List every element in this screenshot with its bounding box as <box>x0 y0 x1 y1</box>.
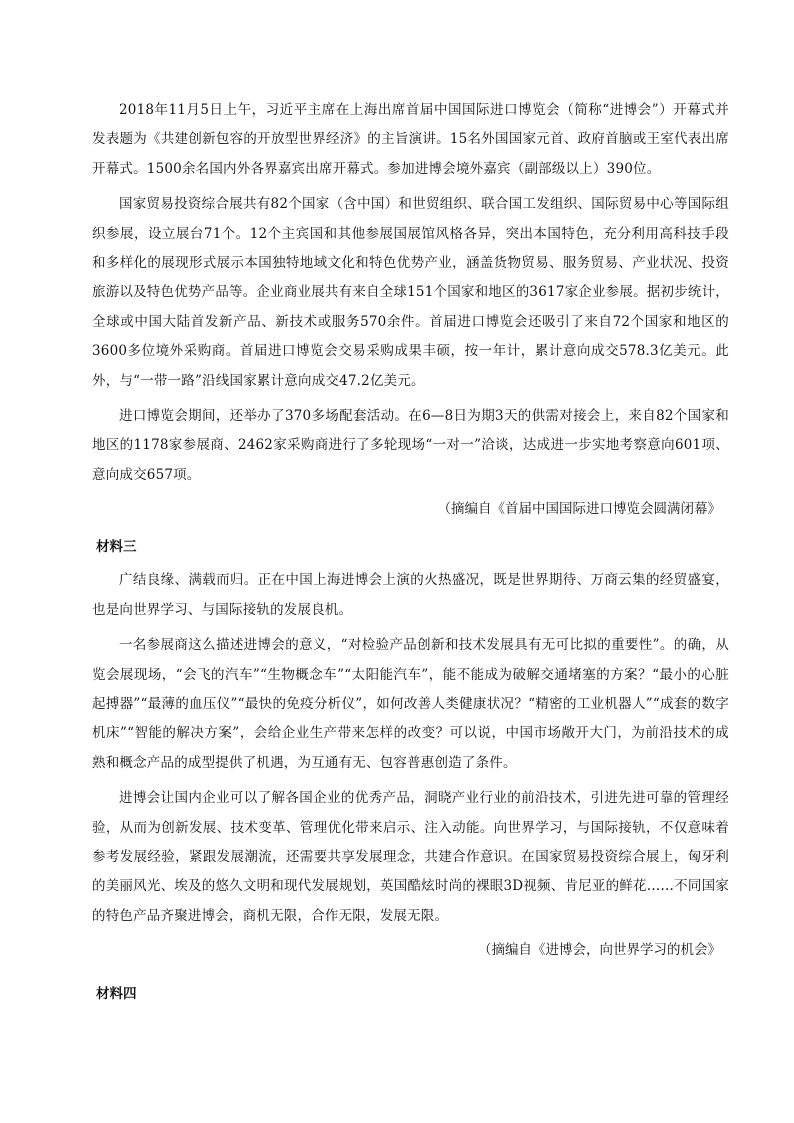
document-body <box>92 96 729 1013</box>
paragraph-supporting-events: 进口博览会期间，还举办了370多场配套活动。在6—8日为期3天的供需对接会上，来自82个国家和地区的1178家参展商、2462家采购商进行了多轮现场“一对一”洽谈，达成进一步实地考察意向601项、意向成交657项。 <box>92 408 729 483</box>
paragraph-exhibition-overview: 国家贸易投资综合展共有82个国家（含中国）和世贸组织、联合国工发组织、国际贸易中心等国际组织参展，设立展台71个。12个主宾国和其他参展国展馆风格各异，突出本国特色，充分利用高科技手段和多样化的展现形式展示本国独特地域文化和特色优势产业，涵盖货物贸易、服务贸易、产业状况、投资旅游以及特色优势产品等。企业商业展共有来自全球151个国家和地区的3617家企业参展。据初步统计，全球或中国大陆首发新产品、新技术或服务570余件。首届进口博览会还吸引了来自72个国家和地区的3600多位境外采购商。首届进口博览会交易采购成果丰硕，按一年计，累计意向成交578.3亿美元。此外，与“一带一路”沿线国家累计意向成交47.2亿美元。 <box>92 196 729 389</box>
section-heading-material-3: 材料三 <box>96 539 137 556</box>
paragraph-exhibitor-view: 一名参展商这么描述进博会的意义，“对检验产品创新和技术发展具有无可比拟的重要性”。的确，从览会展现场，“会飞的汽车”“生物概念车”“太阳能汽车”，能不能成为破解交通堵塞的方案？“最小的心脏起搏器”“最薄的血压仪”“最快的免疫分析仪”，如何改善人类健康状况？“精密的工业机器人”“成套的数字机床”“智能的解决方案”，会给企业生产带来怎样的改变？可以说，中国市场敞开大门，为前沿技术的成熟和概念产品的成型提供了机遇，为互通有无、包容普惠创造了条件。 <box>92 637 729 771</box>
paragraph-grand-occasion: 广结良缘、满载而归。正在中国上海进博会上演的火热盛况，既是世界期待、万商云集的经贸盛宴，也是向世界学习、与国际接轨的发展良机。 <box>92 572 729 618</box>
paragraph-opening-ceremony: 2018年11月5日上午，习近平主席在上海出席首届中国国际进口博览会（简称“进博会”）开幕式并发表题为《共建创新包容的开放型世界经济》的主旨演讲。15名外国国家元首、政府首脑或王室代表出席开幕式。1500余名国内外各界嘉宾出席开幕式。参加进博会境外嘉宾（副部级以上）390位。 <box>92 102 729 177</box>
section-heading-material-4: 材料四 <box>96 986 137 1003</box>
paragraph-learning-opportunity: 进博会让国内企业可以了解各国企业的优秀产品，洞晓产业行业的前沿技术，引进先进可靠的管理经验，从而为创新发展、技术变革、管理优化带来启示、注入动能。向世界学习，与国际接轨，不仅意味着参考发展经验，紧跟发展潮流，还需要共享发展理念，共建合作意识。在国家贸易投资综合展上，匈牙利的美丽风光、埃及的悠久文明和现代发展规划，英国酷炫时尚的裸眼3D视频、肯尼亚的鲜花……不同国家的特色产品齐聚进博会，商机无限，合作无限，发展无限。 <box>92 790 729 924</box>
source-citation-learning: （摘编自《进博会，向世界学习的机会》 <box>478 942 721 959</box>
source-citation-closing: （摘编自《首届中国国际进口博览会圆满闭幕》 <box>437 501 721 518</box>
